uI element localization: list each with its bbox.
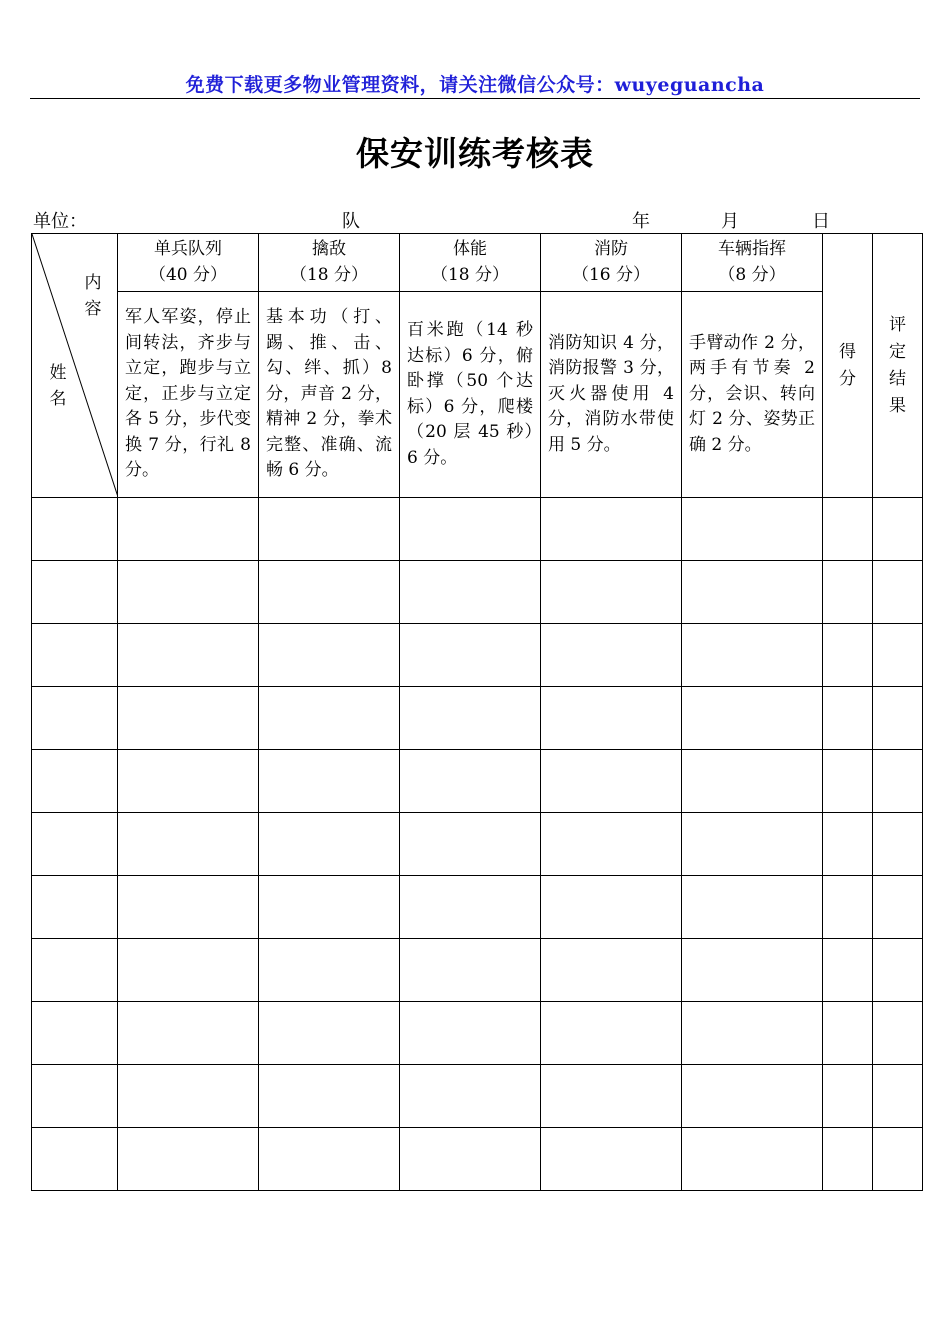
header-row-descriptions: [32, 292, 923, 498]
desc-fitness: 百米跑（14 秒达标）6 分，俯卧撑（50 个达标）6 分，爬楼（20 层 45 秒）6 分。: [400, 292, 541, 498]
score-cell[interactable]: [823, 1128, 873, 1191]
assessment-table: [31, 233, 923, 1191]
score-cell[interactable]: [823, 750, 873, 813]
form-title: 保安训练考核表: [356, 134, 594, 173]
corner-diagonal: [32, 234, 118, 497]
header-rule: [30, 98, 920, 99]
desc-combat: 基本功（打、踢、推、击、勾、绊、抓）8 分，声音 2 分，精神 2 分，拳术完整、准确、流畅 6 分。: [259, 292, 400, 498]
corner-content-label: 内 容: [84, 273, 102, 319]
col-header-traffic: 车辆指挥 （8 分）: [682, 234, 823, 292]
name-cell[interactable]: [32, 1002, 118, 1065]
result-cell[interactable]: [873, 1065, 923, 1128]
day-label: 日: [812, 211, 830, 232]
result-cell[interactable]: [873, 1002, 923, 1065]
table-row: [32, 561, 923, 624]
table-row: [32, 498, 923, 561]
score-cell[interactable]: [823, 1065, 873, 1128]
desc-fire: 消防知识 4 分，消防报警 3 分，灭火器使用 4 分，消防水带使用 5 分。: [541, 292, 682, 498]
result-cell[interactable]: [873, 939, 923, 1002]
name-cell[interactable]: [32, 624, 118, 687]
team-label: 队: [342, 211, 360, 232]
table-row: [32, 939, 923, 1002]
desc-drill: 军人军姿，停止间转法，齐步与立定，跑步与立定，正步与立定各 5 分，步代变换 7 分，行礼 8 分。: [118, 292, 259, 498]
unit-label: 单位：: [33, 211, 87, 232]
score-cell[interactable]: [823, 813, 873, 876]
result-cell[interactable]: [873, 750, 923, 813]
table-row: [32, 687, 923, 750]
col-header-drill: 单兵队列 （40 分）: [118, 234, 259, 292]
promo-banner: 免费下载更多物业管理资料，请关注微信公众号：wuyeguancha: [185, 74, 765, 96]
result-cell[interactable]: [873, 561, 923, 624]
name-cell[interactable]: [32, 1128, 118, 1191]
name-cell[interactable]: [32, 561, 118, 624]
score-cell[interactable]: [823, 876, 873, 939]
col-header-fitness: 体能 （18 分）: [400, 234, 541, 292]
year-label: 年: [632, 211, 650, 232]
name-cell[interactable]: [32, 687, 118, 750]
name-cell[interactable]: [32, 939, 118, 1002]
result-cell[interactable]: [873, 876, 923, 939]
desc-traffic: 手臂动作 2 分，两手有节奏 2 分，会识、转向灯 2 分、姿势正确 2 分。: [682, 292, 823, 498]
score-cell[interactable]: [823, 939, 873, 1002]
table-row: [32, 876, 923, 939]
name-cell[interactable]: [32, 750, 118, 813]
month-label: 月: [721, 211, 739, 232]
col-header-fire: 消防 （16 分）: [541, 234, 682, 292]
result-cell[interactable]: [873, 813, 923, 876]
result-cell[interactable]: [873, 498, 923, 561]
col-header-combat: 擒敌 （18 分）: [259, 234, 400, 292]
name-cell[interactable]: [32, 1065, 118, 1128]
table-row: [32, 1002, 923, 1065]
table-row: [32, 624, 923, 687]
table-row: [32, 1128, 923, 1191]
score-cell[interactable]: [823, 687, 873, 750]
score-cell[interactable]: [823, 561, 873, 624]
score-cell[interactable]: [823, 498, 873, 561]
col-header-score: 得 分: [823, 234, 873, 498]
table-row: [32, 1065, 923, 1128]
corner-cell: [32, 234, 118, 498]
header-row-titles: [32, 234, 923, 292]
name-cell[interactable]: [32, 498, 118, 561]
score-cell[interactable]: [823, 624, 873, 687]
col-header-result: 评 定 结 果: [873, 234, 923, 498]
name-cell[interactable]: [32, 813, 118, 876]
name-cell[interactable]: [32, 876, 118, 939]
table-row: [32, 750, 923, 813]
score-cell[interactable]: [823, 1002, 873, 1065]
result-cell[interactable]: [873, 624, 923, 687]
result-cell[interactable]: [873, 687, 923, 750]
result-cell[interactable]: [873, 1128, 923, 1191]
corner-name-label: 姓 名: [49, 363, 67, 409]
table-row: [32, 813, 923, 876]
